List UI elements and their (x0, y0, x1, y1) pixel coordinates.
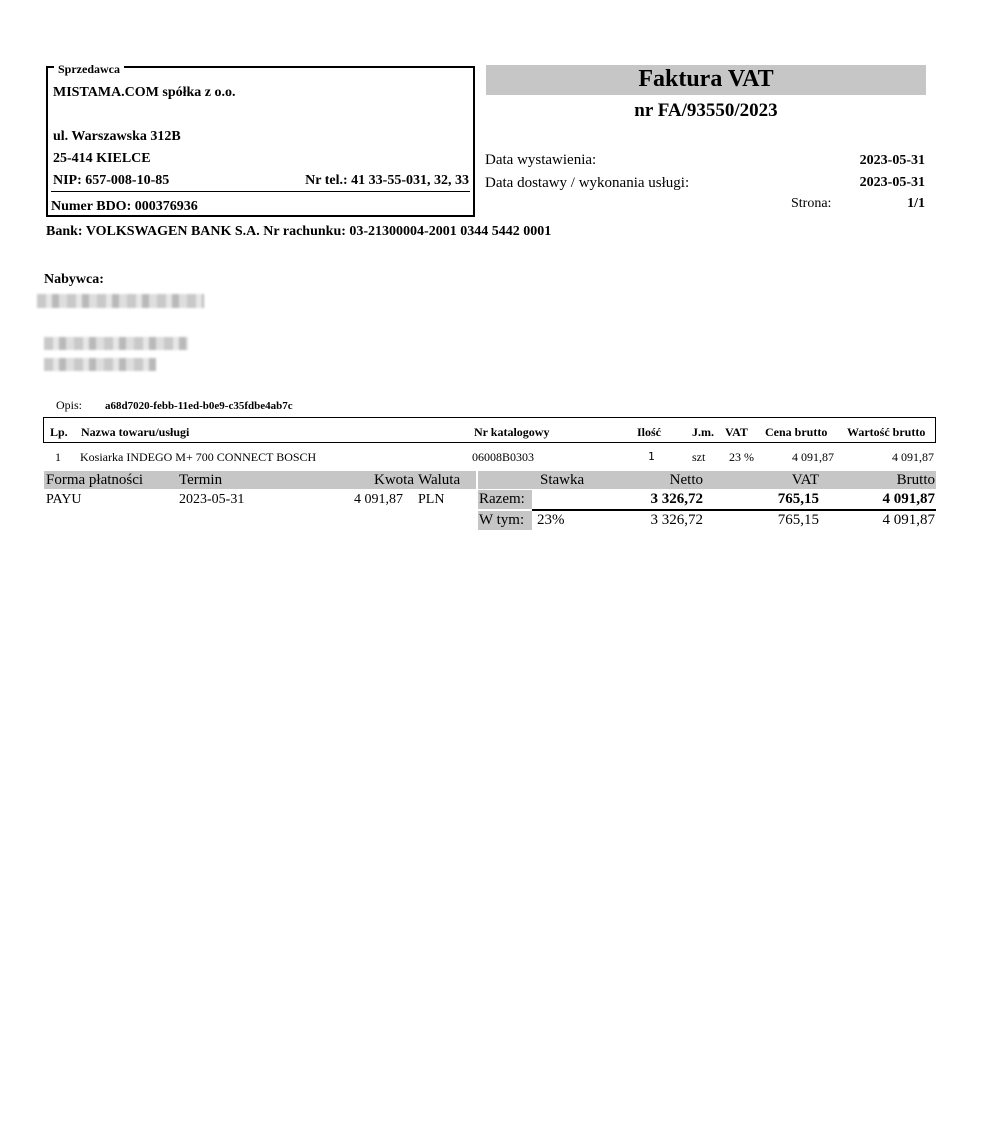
seller-nip: NIP: 657-008-10-85 (53, 173, 170, 188)
col-vat: VAT (725, 425, 748, 439)
total-label: Razem: (479, 491, 525, 507)
seller-street: ul. Warszawska 312B (53, 129, 181, 144)
row-lp: 1 (55, 450, 61, 464)
buyer-street-redacted (44, 337, 188, 350)
col-value: Wartość brutto (847, 425, 926, 439)
seller-divider (51, 191, 470, 192)
payment-currency-value: PLN (418, 492, 445, 507)
breakdown-label: W tym: (479, 512, 525, 528)
payment-amount-header: Kwota (374, 472, 414, 488)
bank-account-line: Bank: VOLKSWAGEN BANK S.A. Nr rachunku: 03-21300004-2001 0344 5442 0001 (46, 224, 552, 239)
row-unit: szt (692, 450, 706, 464)
col-name: Nazwa towaru/usługi (81, 425, 190, 439)
page-label: Strona: (791, 196, 832, 211)
row-value: 4 091,87 (892, 450, 934, 464)
row-vat: 23 % (729, 450, 754, 464)
delivery-date-label: Data dostawy / wykonania usługi: (485, 175, 690, 191)
row-price: 4 091,87 (792, 450, 834, 464)
seller-box (46, 62, 475, 217)
buyer-name-redacted (37, 294, 204, 308)
seller-city: 25-414 KIELCE (53, 151, 151, 166)
col-price: Cena brutto (765, 425, 828, 439)
breakdown-vat: 765,15 (777, 512, 819, 528)
delivery-date-value: 2023-05-31 (859, 175, 925, 190)
seller-bdo: Numer BDO: 000376936 (51, 199, 198, 214)
col-lp: Lp. (50, 425, 68, 439)
breakdown-gross: 4 091,87 (882, 512, 935, 528)
payment-method-header: Forma płatności (46, 472, 144, 488)
buyer-city-redacted (44, 358, 156, 371)
payment-currency-header: Waluta (418, 472, 461, 488)
total-vat: 765,15 (777, 491, 819, 507)
total-underline (532, 509, 936, 511)
buyer-label: Nabywca: (44, 272, 104, 287)
row-catalog: 06008B0303 (472, 450, 535, 464)
invoice-title: Faktura VAT (638, 66, 774, 92)
issue-date-label: Data wystawienia: (485, 152, 597, 168)
col-catalog: Nr katalogowy (474, 425, 550, 439)
payment-term-value: 2023-05-31 (179, 492, 245, 507)
seller-name: MISTAMA.COM spółka z o.o. (53, 85, 236, 100)
summary-net-header: Netto (669, 472, 703, 488)
items-table-header (43, 417, 936, 443)
description-value: a68d7020-febb-11ed-b0e9-c35fdbe4ab7c (105, 400, 293, 412)
description-label: Opis: (56, 398, 83, 412)
page-value: 1/1 (907, 196, 925, 211)
seller-legend: Sprzedawca (54, 62, 124, 77)
row-name: Kosiarka INDEGO M+ 700 CONNECT BOSCH (80, 450, 317, 464)
payment-term-header: Termin (179, 472, 223, 488)
breakdown-rate: 23% (537, 512, 565, 528)
payment-method-value: PAYU (46, 492, 82, 507)
row-qty: 1 (648, 450, 655, 463)
col-qty: Ilość (637, 425, 661, 439)
payment-amount-value: 4 091,87 (354, 492, 403, 507)
breakdown-net: 3 326,72 (650, 512, 703, 528)
invoice-number: nr FA/93550/2023 (634, 100, 778, 121)
issue-date-value: 2023-05-31 (859, 153, 925, 168)
col-unit: J.m. (692, 425, 714, 439)
summary-vat-header: VAT (791, 472, 819, 488)
title-band (486, 65, 926, 95)
total-net: 3 326,72 (650, 491, 703, 507)
seller-phone: Nr tel.: 41 33-55-031, 32, 33 (305, 173, 469, 188)
summary-rate-header: Stawka (540, 472, 585, 488)
total-gross: 4 091,87 (882, 491, 935, 507)
summary-gross-header: Brutto (896, 472, 935, 488)
